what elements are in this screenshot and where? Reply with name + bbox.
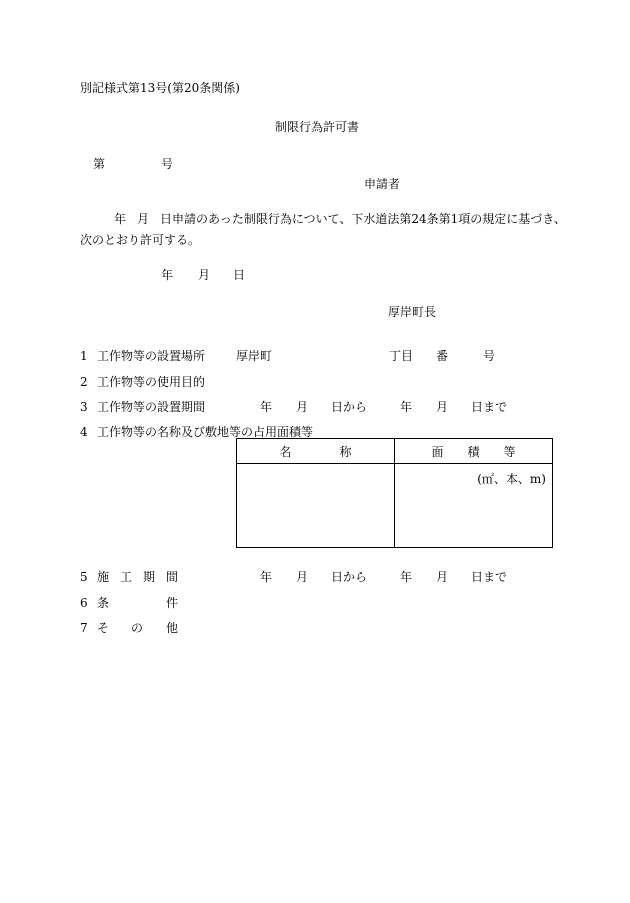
date-month: 月 [198, 268, 211, 282]
name-header [237, 439, 395, 464]
item-7-char1: そ [97, 621, 110, 635]
area-unit: (㎡、本、m) [477, 472, 546, 486]
item-1-go: 号 [483, 349, 496, 363]
name-header-char1: 名 [279, 444, 292, 459]
area-header-char3: 等 [503, 444, 516, 459]
name-cell [237, 464, 395, 548]
form-number: 別記様式第13号(第20条関係) [80, 81, 240, 95]
applicant-label: 申請者 [364, 177, 401, 191]
area-cell [395, 464, 553, 548]
item-5-month-from: 月 [296, 570, 309, 584]
number-go: 号 [161, 157, 174, 171]
item-3-month-to: 月 [436, 400, 449, 414]
item-3-year-to: 年 [400, 400, 413, 414]
item-3-day-to: 日まで [471, 400, 508, 414]
body-text-line2: 次のとおり許可する。 [80, 233, 201, 247]
item-6-char1: 条 [97, 596, 110, 610]
item-3-label: 工作物等の設置期間 [97, 400, 206, 414]
document-title: 制限行為許可書 [275, 120, 360, 134]
date-year: 年 [161, 268, 174, 282]
item-5-year-from: 年 [260, 570, 273, 584]
item-3-month-from: 月 [296, 400, 309, 414]
item-5-char2: 工 [120, 570, 133, 584]
item-2-number: 2 [80, 375, 88, 389]
item-5-number: 5 [80, 570, 88, 584]
item-3-year-from: 年 [260, 400, 273, 414]
item-5-char1: 施 [97, 570, 110, 584]
item-7-char3: 他 [166, 621, 179, 635]
item-5-month-to: 月 [436, 570, 449, 584]
body-year: 年 [114, 212, 127, 226]
item-1-ban: 番 [436, 349, 449, 363]
number-dai: 第 [93, 157, 106, 171]
item-7-number: 7 [80, 621, 88, 635]
occupancy-table [236, 438, 553, 548]
body-month: 月 [137, 212, 150, 226]
item-4-label: 工作物等の名称及び敷地等の占用面積等 [97, 425, 314, 439]
area-header-char1: 面 [431, 444, 444, 459]
issuer-title: 厚岸町長 [388, 305, 437, 319]
item-2-label: 工作物等の使用目的 [97, 375, 206, 389]
item-5-year-to: 年 [400, 570, 413, 584]
area-header [395, 439, 553, 464]
item-1-label: 工作物等の設置場所 [97, 349, 206, 363]
name-header-char2: 称 [339, 444, 352, 459]
item-5-day-from: 日から [331, 570, 368, 584]
item-3-day-from: 日から [331, 400, 368, 414]
item-1-town: 厚岸町 [236, 349, 273, 363]
item-7-char2: の [131, 621, 144, 635]
body-text-line1: 日申請のあった制限行為について、下水道法第24条第1項の規定に基づき、 [160, 212, 566, 226]
area-header-char2: 積 [467, 444, 480, 459]
item-5-char4: 間 [166, 570, 179, 584]
item-1-chome: 丁目 [389, 349, 414, 363]
item-6-number: 6 [80, 596, 88, 610]
item-5-char3: 期 [143, 570, 156, 584]
item-1-number: 1 [80, 349, 88, 363]
item-4-number: 4 [80, 425, 88, 439]
item-6-char2: 件 [166, 596, 179, 610]
date-day: 日 [233, 268, 246, 282]
item-3-number: 3 [80, 400, 88, 414]
item-5-day-to: 日まで [471, 570, 508, 584]
